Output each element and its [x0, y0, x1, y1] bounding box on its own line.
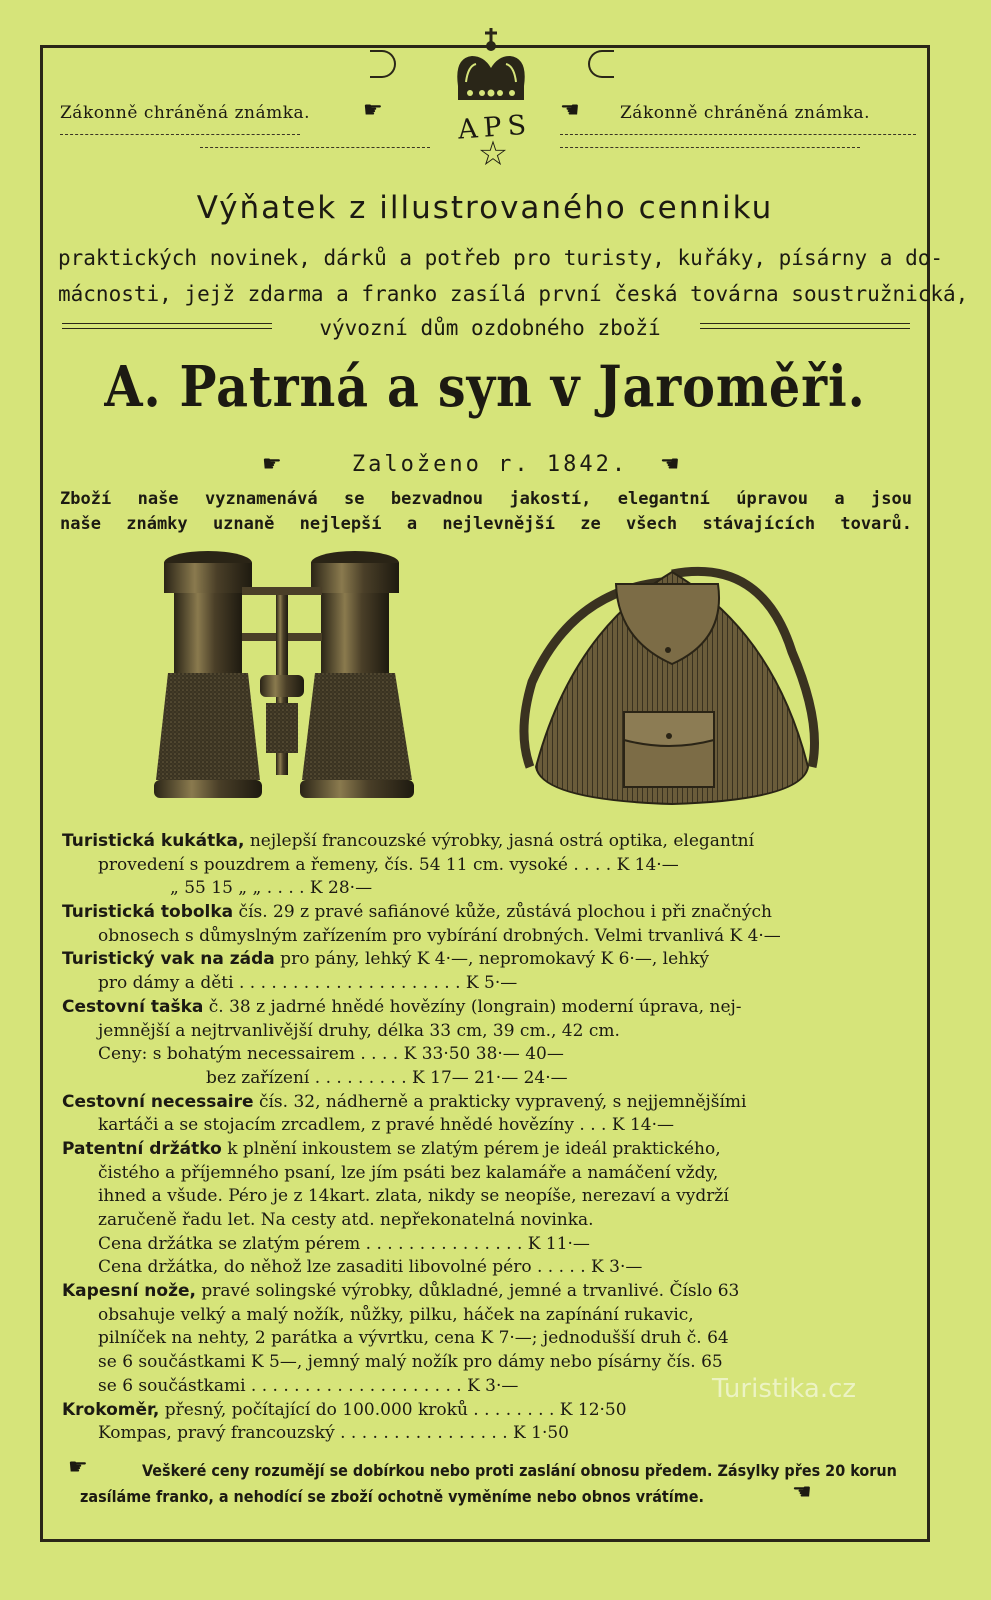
pointing-hand-icon: ☛ — [262, 452, 282, 477]
ornament-right-hook — [588, 50, 614, 78]
slogan-line: naše známky uznaně nejlepší a nejlevnější ze všech stávajících tovarů. — [60, 514, 912, 534]
product-description: obnosech s důmyslným zařízením pro vybírání drobných. Velmi trvanlivá K 4·— — [98, 925, 781, 946]
catalog-line — [62, 1091, 918, 1115]
product-description: pro dámy a děti . . . . . . . . . . . . . . . . . . . . . K 5·— — [98, 973, 518, 994]
divider — [60, 134, 300, 135]
binoculars-illustration — [150, 545, 430, 815]
backpack-illustration — [512, 562, 832, 812]
catalog-line — [62, 854, 918, 878]
trademark-left: Zákonně chráněná známka. — [60, 103, 311, 123]
catalog-line — [62, 1043, 918, 1067]
product-description: pravé solingské výrobky, důkladné, jemné a trvanlivé. Číslo 63 — [195, 1281, 740, 1302]
product-description: ihned a všude. Péro je z 14kart. zlata, nikdy se neopíše, nerezaví a vydrží — [98, 1186, 729, 1207]
product-description: pro pány, lehký K 4·—, nepromokavý K 6·—, lehký — [274, 949, 709, 970]
footer-line: zasíláme franko, a nehodící se zboží ochotně vyměníme nebo obnos vrátíme. — [80, 1487, 704, 1506]
product-description: se 6 součástkami K 5—, jemný malý nožík pro dámy nebo písárny čís. 65 — [98, 1352, 723, 1373]
catalog-line — [62, 1020, 918, 1044]
product-description: jemnější a nejtrvanlivější druhy, délka 33 cm, 39 cm., 42 cm. — [98, 1020, 620, 1041]
catalog-line — [62, 1280, 918, 1304]
product-description: čistého a příjemného psaní, lze jím psáti bez kalamáře a namáčení vždy, — [98, 1162, 719, 1183]
slogan-line: Zboží naše vyznamenává se bezvadnou jakostí, elegantní úpravou a jsou — [60, 489, 912, 509]
catalog-line — [62, 830, 918, 854]
firm-name: A. Patrná a syn v Jaroměři. — [104, 354, 866, 420]
star-icon: ☆ — [477, 134, 509, 174]
product-description: Cena držátka se zlatým pérem . . . . . . . . . . . . . . . K 11·— — [98, 1233, 590, 1254]
product-name: Patentní držátko — [62, 1138, 222, 1159]
logo-letters: APS — [456, 109, 534, 146]
product-description: bez zařízení . . . . . . . . . K 17— 21·— 24·— — [206, 1067, 568, 1088]
divider — [62, 323, 272, 329]
product-name: Turistická kukátka, — [62, 831, 245, 851]
product-name: Turistická tobolka — [62, 902, 234, 923]
product-description: provedení s pouzdrem a řemeny, čís. 54 11 cm. vysoké . . . . K 14·— — [98, 854, 679, 875]
product-description: k plnění inkoustem se zlatým pérem je ideál praktického, — [221, 1138, 721, 1159]
product-description: Ceny: s bohatým necessairem . . . . K 33·50 38·— 40— — [98, 1044, 564, 1065]
catalog-list — [62, 830, 918, 1446]
pointing-hand-icon: ☛ — [660, 452, 680, 477]
catalog-line — [62, 877, 918, 901]
product-name: Cestovní taška — [62, 996, 204, 1017]
product-description: pilníček na nehty, 2 parátka a vývrtku, cena K 7·—; jednodušší druh č. 64 — [98, 1328, 729, 1349]
catalog-line — [62, 1327, 918, 1351]
catalog-line — [62, 925, 918, 949]
product-description: čís. 29 z pravé safiánové kůže, zůstává plochou i při značných — [233, 902, 772, 923]
product-description: kartáči a se stojacím zrcadlem, z pravé hnědé hovězíny . . . K 14·— — [98, 1115, 674, 1136]
catalog-line — [62, 1422, 918, 1446]
product-description: „ 55 15 „ „ . . . . K 28·— — [170, 878, 373, 899]
watermark: Turistika.cz — [712, 1374, 857, 1404]
product-name: Krokoměr, — [62, 1399, 160, 1420]
trademark-right: Zákonně chráněná známka. — [620, 103, 871, 123]
catalog-line — [62, 972, 918, 996]
product-description: Kompas, pravý francouzský . . . . . . . . . . . . . . . . K 1·50 — [98, 1423, 569, 1444]
catalog-line — [62, 948, 918, 972]
intro-line: praktických novinek, dárků a potřeb pro turisty, kuřáky, písárny a do- — [58, 246, 944, 270]
product-description: Cena držátka, do něhož lze zasaditi libovolné péro . . . . . K 3·— — [98, 1257, 643, 1278]
divider — [700, 323, 910, 329]
pointing-hand-icon: ☛ — [560, 98, 580, 123]
catalog-line — [62, 1114, 918, 1138]
catalog-line — [62, 1209, 918, 1233]
catalog-line — [62, 1351, 918, 1375]
founded-line: Založeno r. 1842. — [351, 452, 629, 477]
catalog-line — [62, 1233, 918, 1257]
divider — [200, 147, 430, 148]
product-description: čís. 32, nádherně a prakticky vypravený, s nejjemnějšími — [253, 1091, 747, 1112]
product-description: obsahuje velký a malý nožík, nůžky, pilku, háček na zapínání rukavic, — [98, 1304, 694, 1325]
pointing-hand-icon: ☛ — [363, 98, 383, 123]
product-description: č. 38 z jadrné hnědé hovězíny (longrain) moderní úprava, nej- — [203, 996, 742, 1017]
footer-line: Veškeré ceny rozumějí se dobírkou nebo proti zaslání obnosu předem. Zásylky přes 20 korun — [142, 1461, 897, 1480]
catalog-line — [62, 1304, 918, 1328]
pointing-hand-icon: ☛ — [792, 1480, 812, 1505]
page-title: Výňatek z illustrovaného cenniku — [196, 190, 774, 226]
product-description: se 6 součástkami . . . . . . . . . . . . . . . . . . . . K 3·— — [98, 1375, 519, 1396]
product-name: Turistický vak na záda — [62, 949, 275, 970]
catalog-line — [62, 996, 918, 1020]
intro-line: vývozní dům ozdobného zboží — [319, 316, 661, 340]
product-name: Cestovní necessaire — [62, 1091, 254, 1112]
product-name: Kapesní nože, — [62, 1281, 196, 1302]
divider — [560, 134, 916, 135]
product-description: zaručeně řadu let. Na cesty atd. nepřekonatelná novinka. — [98, 1210, 594, 1230]
product-description: nejlepší francouzské výrobky, jasná ostrá optika, elegantní — [244, 831, 755, 851]
intro-line: mácnosti, jejž zdarma a franko zasílá první česká továrna soustružnická, — [58, 282, 969, 306]
catalog-line — [62, 1185, 918, 1209]
catalog-line — [62, 1138, 918, 1162]
catalog-line — [62, 901, 918, 925]
crown-icon — [450, 26, 532, 106]
pointing-hand-icon: ☛ — [68, 1455, 88, 1480]
divider — [560, 147, 860, 148]
product-description: přesný, počítající do 100.000 kroků . . . . . . . . K 12·50 — [159, 1399, 627, 1420]
catalog-line — [62, 1067, 918, 1091]
catalog-line — [62, 1162, 918, 1186]
catalog-line — [62, 1256, 918, 1280]
